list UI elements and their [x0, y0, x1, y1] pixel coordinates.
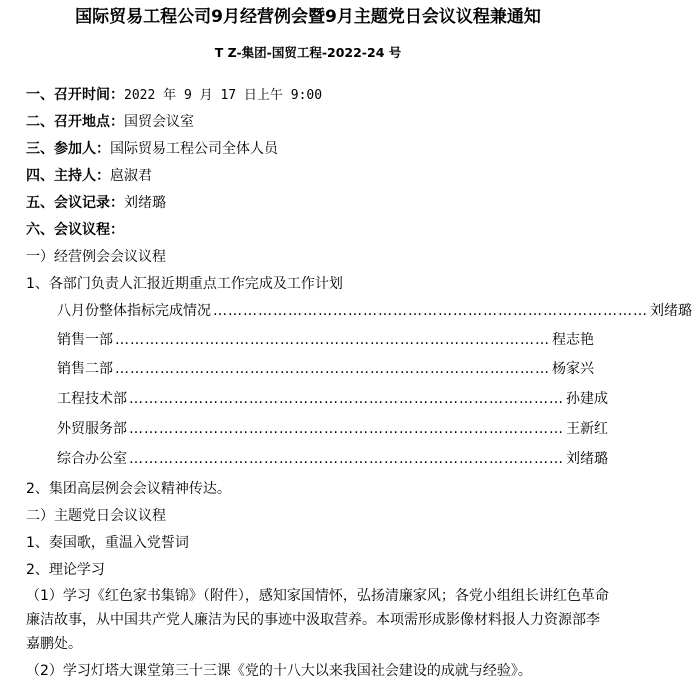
section2-item1: 1、奏国歌，重温入党誓词: [26, 535, 189, 551]
field-label: 一、召开时间：: [26, 87, 124, 103]
field-label: 五、会议记录：: [26, 195, 124, 211]
section1-item1: 1、各部门负责人汇报近期重点工作完成及工作计划: [26, 276, 343, 292]
leader-dots: ……………………………………………………………………………: [115, 361, 550, 377]
agenda-topic: 工程技术部: [57, 391, 127, 407]
agenda-person: 王新红: [566, 421, 608, 437]
agenda-topic: 销售二部: [57, 361, 113, 377]
agenda-person: 孙建成: [566, 391, 608, 407]
agenda-topic: 八月份整体指标完成情况: [57, 303, 211, 319]
agenda-row: [57, 331, 594, 349]
section2-paragraph-1: （1）学习《红色家书集锦》（附件），感知家国情怀，弘扬清廉家风；各党小组组长讲红色革命廉洁故事，从中国共产党人廉洁为民的事迹中汲取营养。本项需形成影像材料报人力资源部李嘉鹏处。: [26, 588, 609, 652]
section2-paragraph-2: （2）学习灯塔大课堂第三十三课《党的十八大以来我国社会建设的成就与经验》。: [26, 663, 532, 679]
document-number: T Z-集团-国贸工程-2022-24 号: [214, 45, 402, 60]
agenda-row: [57, 302, 692, 320]
agenda-row: [57, 420, 608, 438]
field-value: 国贸会议室: [124, 114, 194, 130]
field-label: 六、会议议程：: [26, 222, 124, 238]
meeting-place-line: [26, 113, 194, 131]
field-value: 扈淑君: [110, 168, 152, 184]
field-label: 二、召开地点：: [26, 114, 124, 130]
host-line: [26, 167, 152, 185]
document-title: 国际贸易工程公司9月经营例会暨9月主题党日会议议程兼通知: [75, 7, 541, 27]
participants-line: [26, 140, 278, 158]
agenda-row: [57, 390, 608, 408]
leader-dots: ……………………………………………………………………………: [129, 421, 564, 437]
agenda-row: [57, 450, 608, 468]
field-value: 刘绪璐: [124, 195, 166, 211]
agenda-heading-line: [26, 221, 124, 239]
agenda-topic: 销售一部: [57, 332, 113, 348]
agenda-row: [57, 360, 594, 378]
leader-dots: ……………………………………………………………………………: [213, 303, 648, 319]
section1-heading: 一）经营例会会议议程: [26, 249, 166, 265]
field-value: 2022 年 9 月 17 日上午 9:00: [124, 88, 323, 103]
agenda-person: 杨家兴: [552, 361, 594, 377]
field-label: 三、参加人：: [26, 141, 110, 157]
agenda-person: 程志艳: [552, 332, 594, 348]
agenda-person: 刘绪璐: [650, 303, 692, 319]
leader-dots: ……………………………………………………………………………: [129, 391, 564, 407]
agenda-topic: 综合办公室: [57, 451, 127, 467]
field-label: 四、主持人：: [26, 168, 110, 184]
recorder-line: [26, 194, 166, 212]
meeting-time-line: [26, 86, 322, 105]
leader-dots: ……………………………………………………………………………: [115, 332, 550, 348]
section2-item2: 2、理论学习: [26, 562, 105, 578]
section1-item2: 2、集团高层例会会议精神传达。: [26, 481, 231, 497]
agenda-topic: 外贸服务部: [57, 421, 127, 437]
section2-heading: 二）主题党日会议议程: [26, 508, 166, 524]
leader-dots: ……………………………………………………………………………: [129, 451, 564, 467]
field-value: 国际贸易工程公司全体人员: [110, 141, 278, 157]
agenda-person: 刘绪璐: [566, 451, 608, 467]
